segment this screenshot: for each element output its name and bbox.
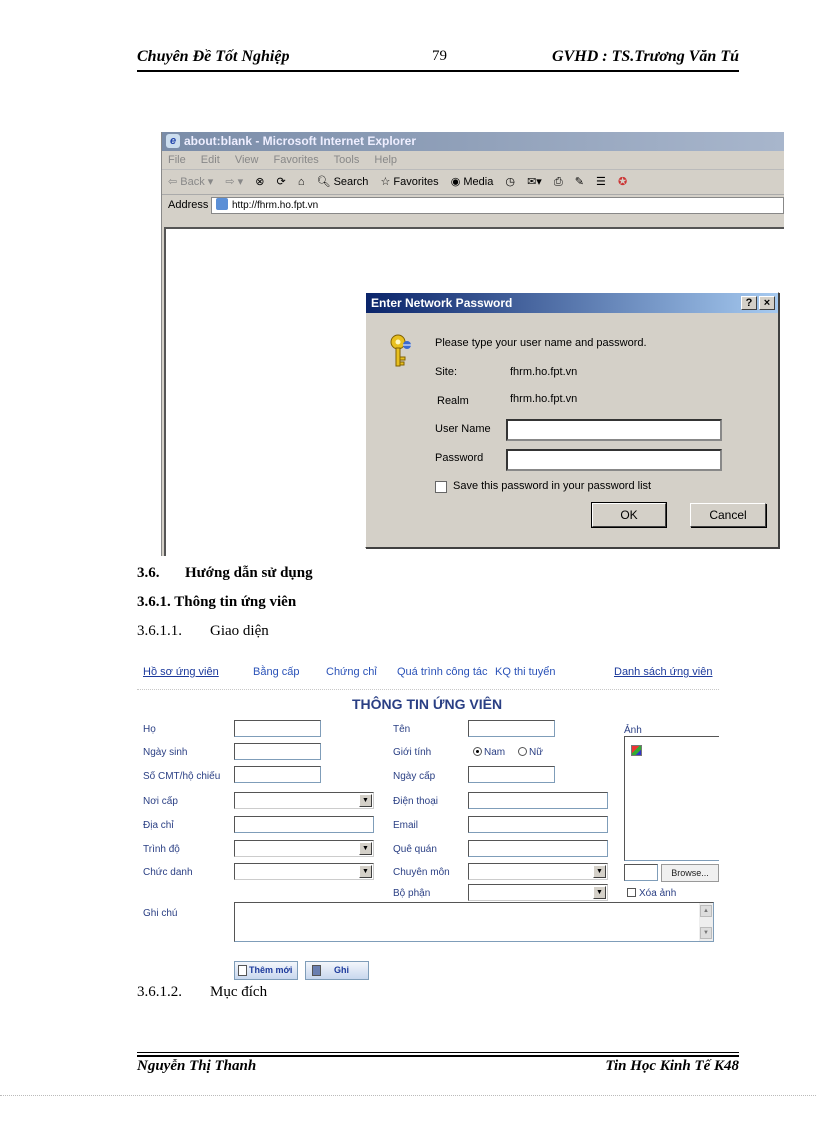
menu-edit[interactable]: Edit [200,154,220,166]
history-icon[interactable]: ◷ [505,176,516,188]
ngay-sinh-input[interactable] [234,743,321,760]
textarea-scrollbar[interactable] [699,903,713,941]
ngay-cap-input[interactable] [468,766,555,783]
media-button[interactable]: ◉ Media [450,176,494,188]
chevron-down-icon: ▼ [359,794,372,807]
ie-title-bar [162,132,784,151]
label-bo-phan: Bộ phận [393,888,431,899]
ghi-chu-textarea[interactable] [234,902,714,942]
address-label: Address [168,199,209,211]
save-password-label: Save this password in your password list [453,480,652,492]
site-value: fhrm.ho.fpt.vn [510,366,578,378]
ie-menu-bar [162,151,784,170]
page-bottom-edge [0,1095,816,1096]
label-dien-thoai: Điện thoại [393,796,439,807]
footer-rule-thick [137,1055,739,1057]
ho-input[interactable] [234,720,321,737]
menu-favorites[interactable]: Favorites [273,154,319,166]
header-rule [137,70,739,72]
label-noi-cap: Nơi cấp [143,796,178,807]
broken-image-icon [631,745,642,756]
section-3-6-title: Hướng dẫn sử dụng [185,565,313,581]
chuyen-mon-select[interactable] [468,863,608,880]
print-icon[interactable]: ⎙ [553,176,563,188]
ie-address-bar [162,195,784,216]
ie-title-text: about:blank - Microsoft Internet Explorer [184,134,417,148]
section-3-6-1-2-number: 3.6.1.2. [137,984,182,1000]
scroll-up-icon[interactable]: ▲ [700,905,712,917]
footer-rule-thin [137,1052,739,1053]
chevron-down-icon: ▼ [593,886,606,899]
back-button[interactable]: ⇦ Back ▾ [168,176,214,188]
search-button[interactable]: 🔍︎ Search [316,176,369,188]
nav-divider [137,689,719,690]
menu-tools[interactable]: Tools [333,154,360,166]
label-chuyen-mon: Chuyên môn [393,867,450,878]
password-input[interactable] [506,449,722,471]
messenger-icon[interactable]: ✪ [617,176,628,188]
menu-file[interactable]: File [168,154,186,166]
label-ten: Tên [393,724,411,735]
header-doc-title: Chuyên Đề Tốt Nghiệp [137,48,290,65]
password-label: Password [435,452,484,464]
chevron-down-icon: ▼ [359,865,372,878]
favorites-icon: ☆ [380,176,394,188]
menu-view[interactable]: View [234,154,259,166]
delete-photo-option[interactable]: Xóa ảnh [627,888,676,899]
page-number: 79 [432,48,447,64]
dien-thoai-input[interactable] [468,792,608,809]
label-ngay-cap: Ngày cấp [393,771,436,782]
section-3-6-1-1-number: 3.6.1.1. [137,623,182,639]
edit-icon[interactable]: ✎ [574,176,584,188]
browse-button[interactable]: Browse... [661,864,719,882]
footer-author: Nguyễn Thị Thanh [137,1058,257,1074]
chevron-down-icon: ▼ [593,865,606,878]
photo-box [624,736,719,861]
address-input[interactable]: http://fhrm.ho.fpt.vn [211,197,784,214]
media-icon: ◉ [450,176,464,188]
bo-phan-select[interactable] [468,884,608,901]
chuc-danh-select[interactable] [234,863,374,880]
discuss-icon[interactable]: ☰ [596,176,606,188]
candidate-form [137,652,719,982]
dialog-prompt: Please type your user name and password. [435,337,647,349]
nav-certificate-link[interactable]: Chứng chỉ [326,666,377,678]
realm-label: Realm [437,395,469,407]
close-button[interactable]: × [759,296,775,310]
ten-input[interactable] [468,720,555,737]
save-password-checkbox[interactable] [435,481,447,493]
photo-file-input[interactable] [624,864,658,881]
username-label: User Name [435,423,491,435]
ie-toolbar [162,170,784,195]
radio-male[interactable] [473,747,482,756]
section-3-6-1-title: 3.6.1. Thông tin ứng viên [137,594,297,610]
network-password-dialog [365,292,779,548]
nav-result-link[interactable]: KQ thi tuyển [495,666,556,678]
footer-class: Tin Học Kinh Tế K48 [605,1058,739,1074]
section-3-6-number: 3.6. [137,565,160,581]
ok-button[interactable]: OK [592,503,666,527]
label-gioi-tinh: Giới tính [393,747,432,758]
delete-photo-checkbox[interactable] [627,888,636,897]
page-icon [216,198,228,210]
que-quan-input[interactable] [468,840,608,857]
trinh-do-select[interactable] [234,840,374,857]
help-button[interactable]: ? [741,296,757,310]
key-icon [388,333,414,369]
label-ho: Họ [143,724,156,735]
gender-male-option[interactable]: Nam [473,747,505,758]
site-label: Site: [435,366,458,378]
section-3-6-1-2-title: Mục đích [210,984,268,1000]
label-anh: Ảnh [624,725,642,736]
chevron-down-icon: ▼ [359,842,372,855]
scroll-down-icon[interactable]: ▼ [700,927,712,939]
cancel-button[interactable]: Cancel [690,503,766,527]
gender-female-option[interactable]: Nữ [518,747,543,758]
username-input[interactable] [506,419,722,441]
mail-icon[interactable]: ✉▾ [527,176,542,188]
add-new-button[interactable]: Thêm mới [234,961,298,980]
label-ngay-sinh: Ngày sinh [143,747,188,758]
section-3-6-1-1-title: Giao diện [210,623,269,639]
email-input[interactable] [468,816,608,833]
label-email: Email [393,820,419,831]
search-icon: 🔍︎ [316,176,334,188]
header-supervisor: GVHD : TS.Trương Văn Tú [552,48,739,65]
noi-cap-select[interactable] [234,792,374,809]
ie-logo-icon: e [166,134,180,148]
label-que-quan: Quê quán [393,844,437,855]
dialog-title: Enter Network Password [371,296,513,310]
favorites-button[interactable]: ☆ Favorites [380,176,439,188]
nav-list-link[interactable]: Danh sách ứng viên [614,666,713,678]
form-title: THÔNG TIN ỨNG VIÊN [352,696,503,712]
forward-button[interactable]: ⇨ ▾ [225,176,244,188]
nav-work-history-link[interactable]: Quá trình công tác [397,666,488,678]
refresh-icon[interactable]: ⟳ [276,176,286,188]
label-chuc-danh: Chức danh [143,867,193,878]
back-arrow-icon: ⇦ [168,176,181,188]
new-page-icon [238,965,247,976]
home-icon[interactable]: ⌂ [297,176,305,188]
stop-icon[interactable]: ⊗ [255,176,265,188]
dialog-title-bar [366,293,778,313]
label-ghi-chu: Ghi chú [143,908,178,919]
page-header [137,48,739,70]
realm-value: fhrm.ho.fpt.vn [510,393,578,405]
radio-female[interactable] [518,747,527,756]
label-so-cmt: Số CMT/hộ chiếu [143,771,221,782]
nav-profile-link[interactable]: Hồ sơ ứng viên [143,666,219,678]
label-trinh-do: Trình độ [143,844,180,855]
so-cmt-input[interactable] [234,766,321,783]
dia-chi-input[interactable] [234,816,374,833]
save-button[interactable]: Ghi [305,961,369,980]
floppy-disk-icon [312,965,321,976]
nav-degree-link[interactable]: Bằng cấp [253,666,300,678]
label-dia-chi: Địa chỉ [143,820,174,831]
menu-help[interactable]: Help [374,154,398,166]
